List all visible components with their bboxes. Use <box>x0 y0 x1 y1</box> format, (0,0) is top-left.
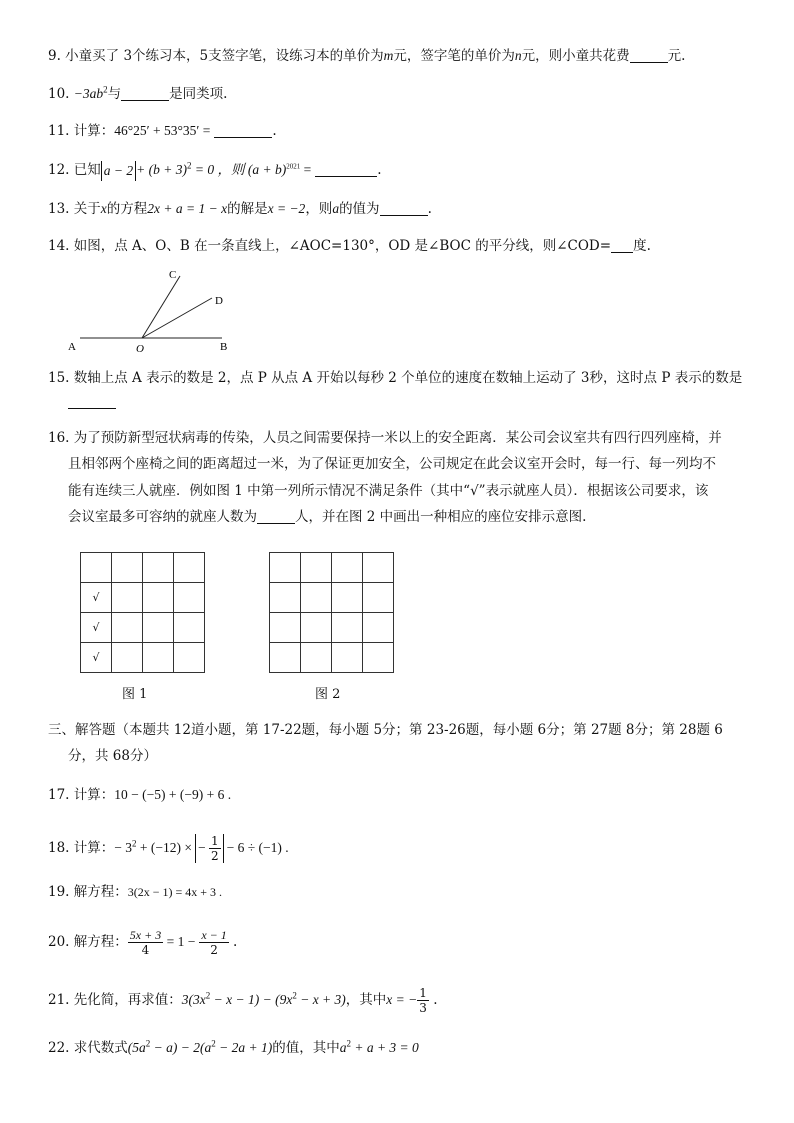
answer-blank[interactable] <box>630 48 668 63</box>
answer-blank[interactable] <box>315 162 377 177</box>
question-16-line2: 且相邻两个座椅之间的距离超过一米，为了保证更加安全，公司规定在此会议室开会时，每一行、每一列均不 <box>68 456 716 472</box>
question-12: 12. 已知 $a - 2 + (b + 3)^2 = 0$ ，则 $(a + b)^{2021}$ = . <box>48 160 382 181</box>
seat-grid-2 <box>269 552 394 673</box>
check-mark: √ <box>81 583 112 613</box>
question-22: 22. 求代数式$(5a^2 - a) - 2(a^2 - 2a + 1)$的值，其中$a^2 + a + 3 = 0$ <box>48 1038 419 1056</box>
question-17: 17. 计算：10 − (−5) + (−9) + 6 . <box>48 787 232 803</box>
answer-blank[interactable] <box>380 201 428 216</box>
question-21: 21. 先化简，再求值：$3(3x^2 - x - 1) - (9x^2 - x + 3)$，其中x = − $\frac{1}{3}$ . <box>48 986 438 1015</box>
question-10: 10. $-3ab^2$与 是同类项. <box>48 84 228 102</box>
label-o: O <box>136 343 144 355</box>
answer-blank[interactable] <box>121 86 169 101</box>
figure-2-caption: 图 2 <box>315 687 341 702</box>
check-mark: √ <box>81 613 112 643</box>
angle-diagram <box>62 264 242 356</box>
answer-blank[interactable] <box>611 238 633 253</box>
question-18: 18. 计算：− $3^2 + (-12)$ × − $\frac{1}{2}$ − 6 ÷ (−1) . <box>48 834 289 863</box>
seat-grid-1 <box>80 552 205 673</box>
question-15: 15. 数轴上点 A 表示的数是 2，点 P 从点 A 开始以每秒 2 个单位的速度在数轴上运动了 3秒，这时点 P 表示的数是 <box>48 370 743 386</box>
question-14: 14. 如图，点 A、O、B 在一条直线上，∠AOC=130°，OD 是∠BOC 的平分线，则∠COD= 度. <box>48 238 651 254</box>
label-c: C <box>169 269 177 281</box>
question-19: 19. 解方程：3(2x − 1) = 4x + 3 . <box>48 884 223 900</box>
label-d: D <box>215 295 223 307</box>
question-16-line1: 16. 为了预防新型冠状病毒的传染，人员之间需要保持一米以上的安全距离．某公司会议室共有四行四列座椅，并 <box>48 430 722 446</box>
question-16-line4: 会议室最多可容纳的就座人数为 人，并在图 2 中画出一种相应的座位安排示意图. <box>68 509 587 525</box>
question-20: 20. 解方程： $\frac{5x + 3}{4}$ = 1 − $\frac{x - 1}{2}$ . <box>48 928 238 957</box>
question-9: 9. 小童买了 3个练习本，5支签字笔，设练习本的单价为m元，签字笔的单价为n元，则小童共花费 元. <box>48 48 686 64</box>
label-a: A <box>68 341 76 353</box>
question-11: 11. 计算：46°25′ + 53°35′ = . <box>48 123 277 139</box>
ray-od <box>142 298 212 338</box>
check-mark: √ <box>81 643 112 673</box>
answer-blank[interactable] <box>214 123 272 138</box>
question-15-cont <box>68 392 116 412</box>
ray-oc <box>142 276 180 338</box>
section-3-heading: 三、解答题（本题共 12道小题，第 17-22题，每小题 5分；第 23-26题，每小题 6分；第 27题 8分；第 28题 6 <box>48 722 723 738</box>
answer-blank[interactable] <box>68 394 116 409</box>
question-13: 13. 关于x的方程2x + a = 1 − x的解是x = −2，则a的值为 . <box>48 201 432 217</box>
question-16-line3: 能有连续三人就座．例如图 1 中第一列所示情况不满足条件（其中“√”表示就座人员）．根据该公司要求，该 <box>68 483 709 499</box>
figure-1-caption: 图 1 <box>122 687 148 702</box>
answer-blank[interactable] <box>257 509 295 524</box>
section-3-heading-cont: 分，共 68分） <box>68 748 157 764</box>
label-b: B <box>220 341 228 353</box>
